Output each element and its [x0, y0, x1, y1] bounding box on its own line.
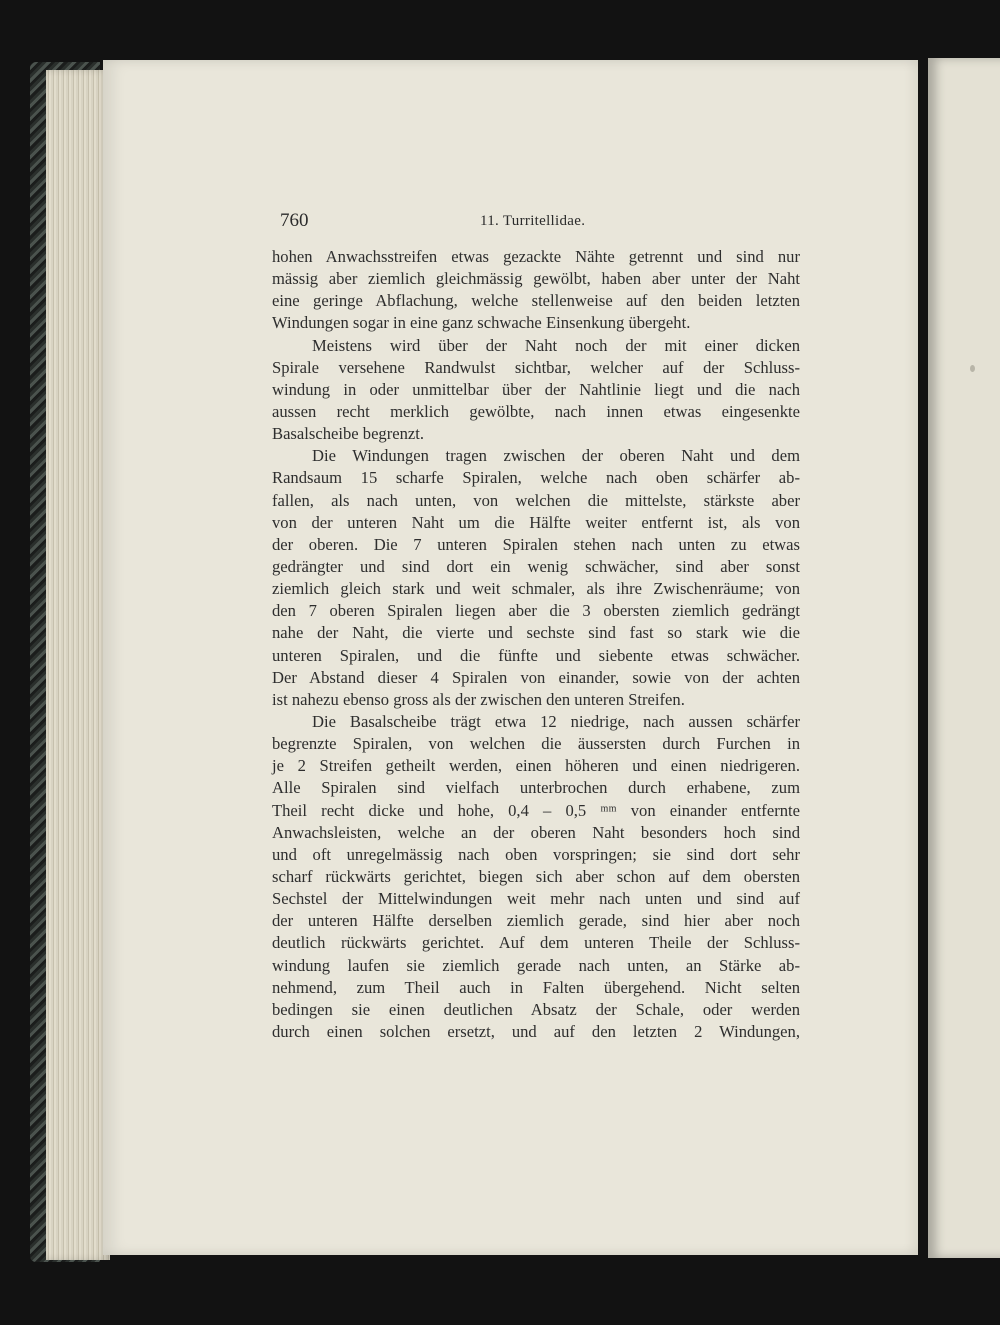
page-number: 760: [280, 210, 309, 231]
text-line: Sechstel der Mittelwindungen weit mehr nach unten und sind auf: [272, 889, 800, 909]
facing-page-edge: [928, 58, 1000, 1258]
text-line: eine geringe Abflachung, welche stellenweise auf den beiden letzten: [272, 291, 800, 311]
text-line: Alle Spiralen sind vielfach unterbrochen durch erhabene, zum: [272, 778, 800, 798]
text-line: von der unteren Naht um die Hälfte weiter entfernt ist, als von: [272, 512, 800, 532]
text-line: und oft unregelmässig nach oben vorspringen; sie sind dort sehr: [272, 844, 800, 864]
text-line: Meistens wird über der Naht noch der mit einer dicken: [312, 335, 800, 355]
text-line: Die Basalscheibe trägt etwa 12 niedrige, nach aussen schärfer: [312, 711, 800, 731]
running-head: 11. Turritellidae.: [480, 213, 586, 229]
text-line: scharf rückwärts gerichtet, biegen sich aber schon auf dem obersten: [272, 866, 800, 886]
text-line: gedrängter und sind dort ein wenig schwächer, sind aber sonst: [272, 556, 800, 576]
page-edges: [46, 70, 110, 1260]
text-line: je 2 Streifen getheilt werden, einen höheren und einen niedrigeren.: [272, 756, 800, 776]
text-line: aussen recht merklich gewölbte, nach innen etwas eingesenkte: [272, 401, 800, 421]
paper-speck: [970, 365, 975, 372]
text-line: Basalscheibe begrenzt.: [272, 424, 425, 444]
text-line: mässig aber ziemlich gleichmässig gewölbt, haben aber unter der Naht: [272, 269, 800, 289]
body-text: [272, 246, 800, 1043]
text-line: nahe der Naht, die vierte und sechste sind fast so stark wie die: [272, 623, 800, 643]
text-line: windung laufen sie ziemlich gerade nach unten, an Stärke ab-: [272, 955, 800, 975]
text-line: Randsaum 15 scharfe Spiralen, welche nach oben schärfer ab-: [272, 468, 800, 488]
text-line: Theil recht dicke und hohe, 0,4 – 0,5 ᵐᵐ von einander entfernte: [272, 800, 800, 820]
text-line: begrenzte Spiralen, von welchen die äussersten durch Furchen in: [272, 734, 800, 754]
text-line: der oberen. Die 7 unteren Spiralen stehen nach unten zu etwas: [272, 534, 800, 554]
text-line: Anwachsleisten, welche an der oberen Naht besonders hoch sind: [272, 822, 800, 842]
text-line: nehmend, zum Theil auch in Falten übergehend. Nicht selten: [272, 977, 800, 997]
text-line: ziemlich gleich stark und weit schmaler, als ihre Zwischenräume; von: [272, 579, 800, 599]
text-line: hohen Anwachsstreifen etwas gezackte Nähte getrennt und sind nur: [272, 247, 800, 266]
text-line: fallen, als nach unten, von welchen die mittelste, stärkste aber: [272, 490, 800, 510]
text-line: ist nahezu ebenso gross als der zwischen den unteren Streifen.: [272, 689, 685, 709]
text-line: Windungen sogar in eine ganz schwache Einsenkung übergeht.: [272, 313, 691, 333]
text-line: der unteren Hälfte derselben ziemlich gerade, sind hier aber noch: [272, 911, 800, 931]
text-line: Spirale versehene Randwulst sichtbar, welcher auf der Schluss-: [272, 357, 800, 377]
page-header: [280, 210, 800, 234]
text-line: windung in oder unmittelbar über der Nahtlinie liegt und die nach: [272, 379, 800, 399]
text-line: unteren Spiralen, und die fünfte und siebente etwas schwächer.: [272, 645, 800, 665]
text-line: deutlich rückwärts gerichtet. Auf dem unteren Theile der Schluss-: [272, 933, 800, 953]
text-line: Die Windungen tragen zwischen der oberen Naht und dem: [312, 446, 800, 466]
text-line: durch einen solchen ersetzt, und auf den letzten 2 Windungen,: [272, 1021, 800, 1041]
text-line: den 7 oberen Spiralen liegen aber die 3 obersten ziemlich gedrängt: [272, 601, 800, 621]
text-line: bedingen sie einen deutlichen Absatz der Schale, oder werden: [272, 999, 800, 1019]
text-line: Der Abstand dieser 4 Spiralen von einander, sowie von der achten: [272, 667, 800, 687]
